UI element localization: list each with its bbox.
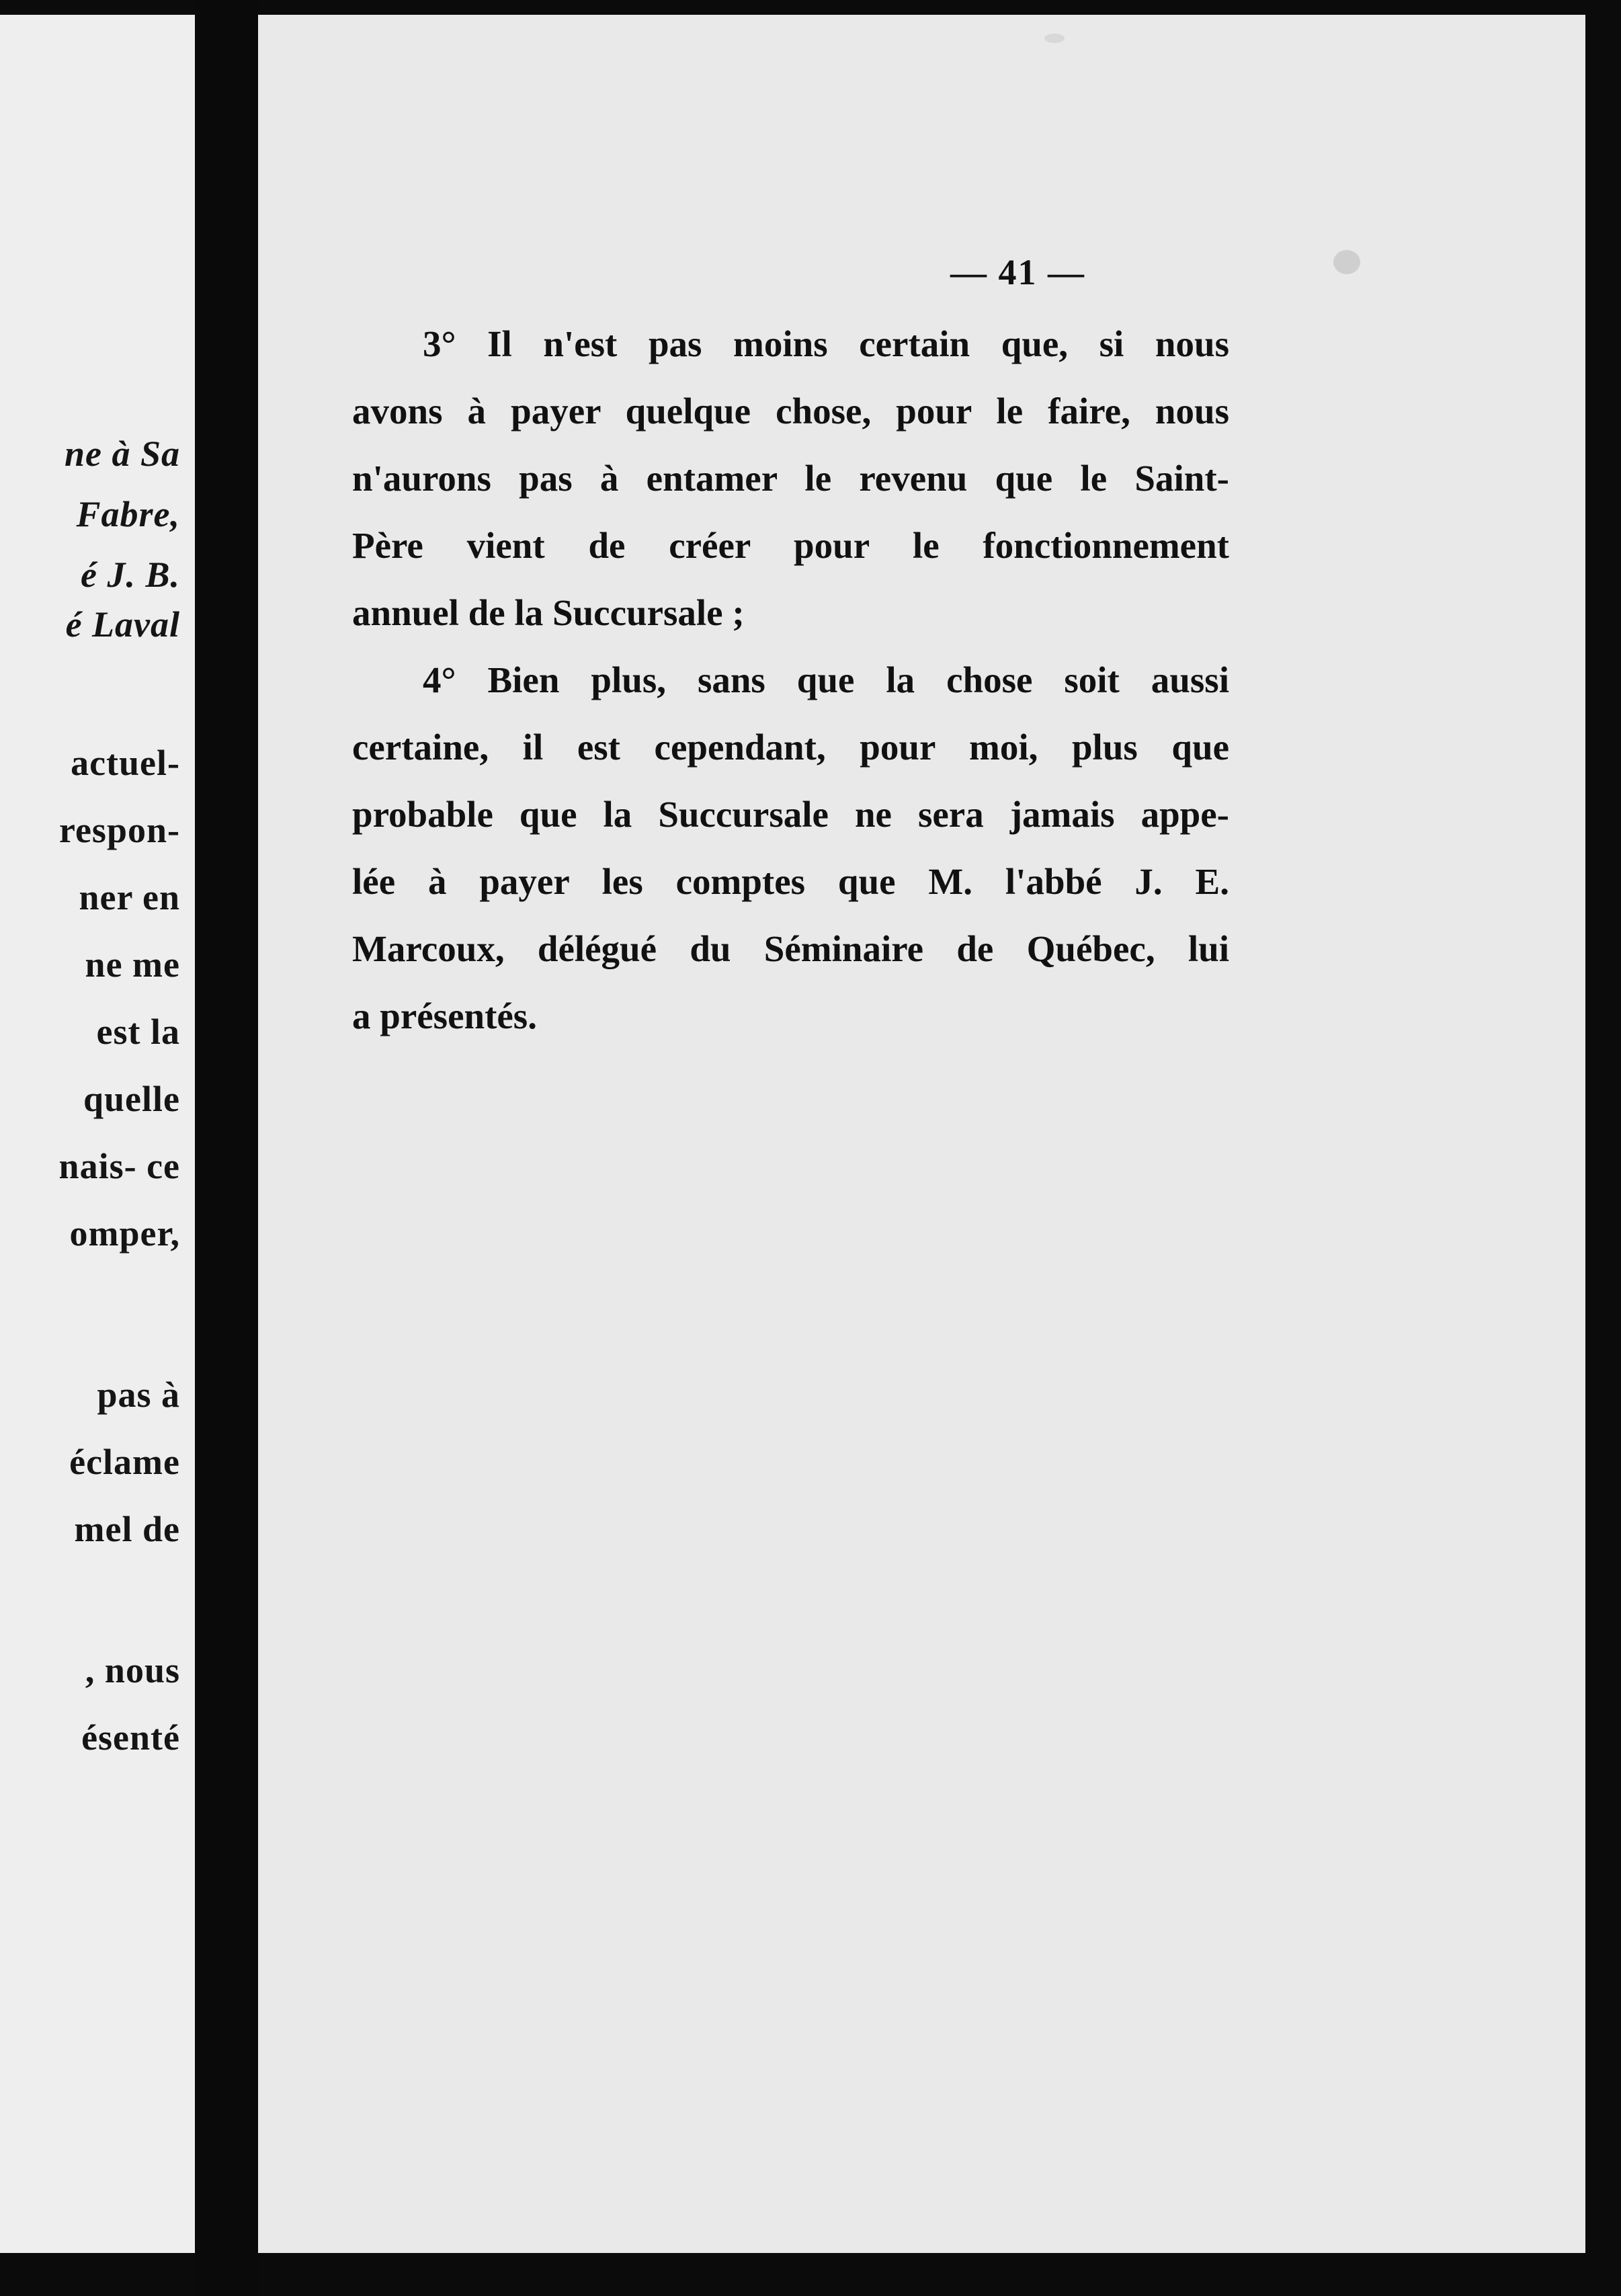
- previous-page-line: ne me: [85, 944, 180, 985]
- text-line: Père vient de créer pour le fonctionnement: [352, 525, 1229, 566]
- previous-page-line: quelle: [83, 1079, 180, 1119]
- previous-page-line: é J. B.: [81, 555, 180, 595]
- book-gutter: [195, 0, 258, 2296]
- previous-page-line: mel de: [74, 1509, 180, 1549]
- text-line: a présentés.: [352, 995, 537, 1036]
- previous-page-line: ner en: [79, 877, 180, 917]
- text-line: lée à payer les comptes que M. l'abbé J. E.: [352, 861, 1229, 902]
- paper-speck: [1333, 250, 1360, 274]
- previous-page-line: nais- ce: [58, 1146, 180, 1186]
- page-number: — 41 —: [950, 252, 1085, 292]
- previous-page-line: est la: [96, 1012, 180, 1052]
- text-line: Marcoux, délégué du Séminaire de Québec, lui: [352, 928, 1229, 969]
- text-line: annuel de la Succursale ;: [352, 592, 745, 633]
- text-line: certaine, il est cependant, pour moi, plus que: [352, 727, 1229, 768]
- page: [258, 15, 1585, 2253]
- text-line: n'aurons pas à entamer le revenu que le Saint-: [352, 458, 1229, 499]
- previous-page-line: , nous: [85, 1650, 180, 1690]
- text-line: probable que la Succursale ne sera jamais appe-: [352, 794, 1229, 835]
- text-line: avons à payer quelque chose, pour le faire, nous: [352, 391, 1229, 432]
- previous-page-line: é Laval: [65, 604, 180, 645]
- previous-page-line: Fabre,: [76, 494, 180, 534]
- text-line: 3° Il n'est pas moins certain que, si nous: [423, 323, 1229, 364]
- page-body: [352, 311, 1229, 1050]
- paragraph: [352, 311, 1229, 647]
- previous-page-line: respon-: [58, 810, 180, 850]
- previous-page-line: ne à Sa: [64, 434, 180, 474]
- paragraph: [352, 647, 1229, 1050]
- previous-page-line: éclame: [69, 1442, 180, 1482]
- text-line: 4° Bien plus, sans que la chose soit aussi: [423, 659, 1229, 700]
- previous-page-line: pas à: [97, 1375, 180, 1415]
- previous-page-line: actuel-: [71, 743, 180, 783]
- previous-page-edge: [0, 15, 195, 2253]
- previous-page-line: omper,: [69, 1213, 180, 1254]
- previous-page-line: ésenté: [81, 1717, 180, 1758]
- paper-speck: [1044, 34, 1065, 43]
